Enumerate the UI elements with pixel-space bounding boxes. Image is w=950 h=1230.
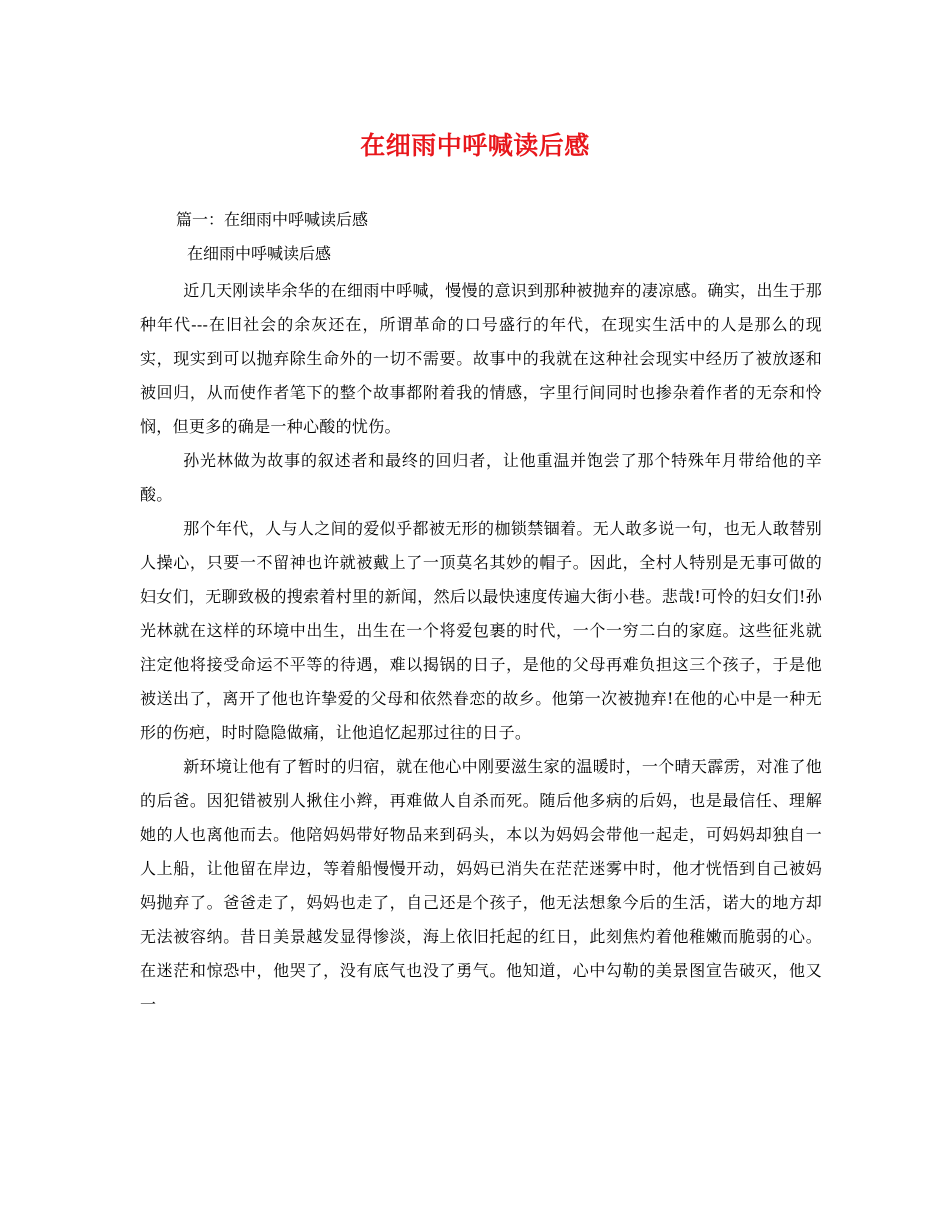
section-label: 篇一：在细雨中呼喊读后感	[176, 210, 369, 229]
document-title: 在细雨中呼喊读后感	[360, 131, 590, 160]
paragraph: 那个年代，人与人之间的爱似乎都被无形的枷锁禁锢着。无人敢多说一句，也无人敢替别人操心，只要一不留神也许就被戴上了一顶莫名其妙的帽子。因此，全村人特别是无事可做的妇女们，无聊致极的搜索着村里的新闻，然后以最快速度传遍大街小巷。悲哉!可怜的妇女们!孙光林就在这样的环境中出生，出生在一个将爱包裹的时代，一个一穷二白的家庭。这些征兆就注定他将接受命运不平等的待遇，难以揭锅的日子，是他的父母再难负担这三个孩子，于是他被送出了，离开了他也许挚爱的父母和依然眷恋的故乡。他第一次被抛弃!在他的心中是一种无形的伤疤，时时隐隐做痛，让他追忆起那过往的日子。	[140, 519, 822, 742]
paragraph: 新环境让他有了暂时的归宿，就在他心中刚要滋生家的温暖时，一个晴天霹雳，对准了他的后爸。因犯错被别人揪住小辫，再难做人自杀而死。随后他多病的后妈，也是最信任、理解她的人也离他而去。他陪妈妈带好物品来到码头，本以为妈妈会带他一起走，可妈妈却独自一人上船，让他留在岸边，等着船慢慢开动，妈妈已消失在茫茫迷雾中时，他才恍悟到自己被妈妈抛弃了。爸爸走了，妈妈也走了，自己还是个孩子，他无法想象今后的生活，诺大的地方却无法被容纳。昔日美景越发显得惨淡，海上依旧托起的红日，此刻焦灼着他稚嫩而脆弱的心。在迷茫和惊恐中，他哭了，没有底气也没了勇气。他知道，心中勾勒的美景图宣告破灭，他又一	[140, 757, 822, 1014]
paragraph: 近几天刚读毕余华的在细雨中呼喊，慢慢的意识到那种被抛弃的凄凉感。确实，出生于那种年代---在旧社会的余灰还在，所谓革命的口号盛行的年代，在现实生活中的人是那么的现实，现实到可以抛弃除生命外的一切不需要。故事中的我就在这种社会现实中经历了被放逐和被回归，从而使作者笔下的整个故事都附着我的情感，字里行间同时也掺杂着作者的无奈和怜悯，但更多的确是一种心酸的忧伤。	[140, 281, 822, 436]
document-subtitle: 在细雨中呼喊读后感	[187, 244, 332, 263]
document-body	[140, 274, 822, 1022]
paragraph: 孙光林做为故事的叙述者和最终的回归者，让他重温并饱尝了那个特殊年月带给他的辛酸。	[140, 451, 822, 504]
